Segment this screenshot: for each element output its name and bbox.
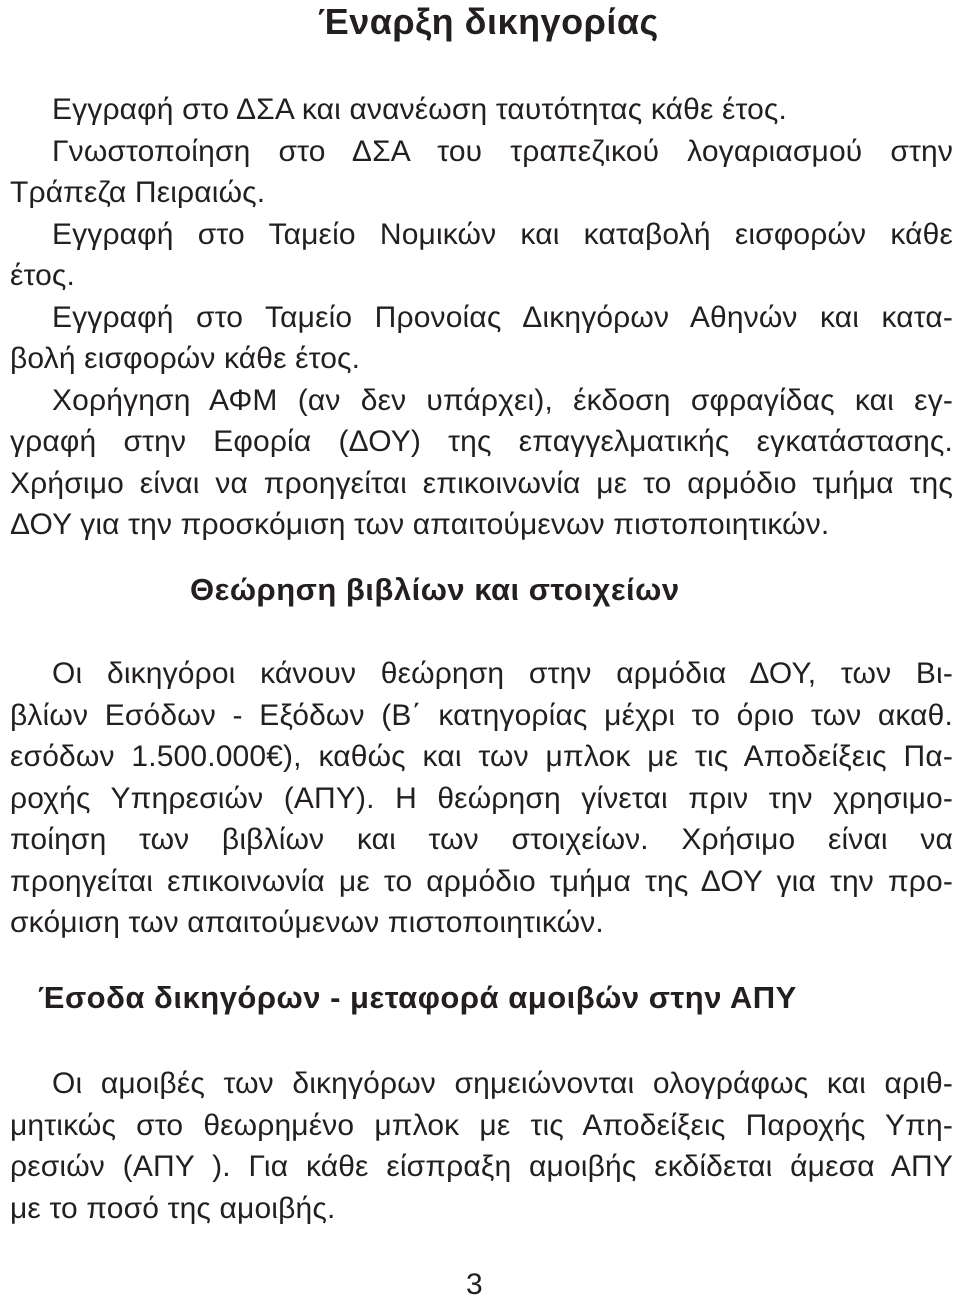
section-body-inspection [10, 653, 953, 944]
text-line: σκόμιση των απαιτούμενων πιστοποιητικών. [10, 906, 604, 939]
page-number: 3 [466, 1268, 483, 1301]
text-line: Εγγραφή στο ΔΣΑ και ανανέωση ταυτότητας κάθε έτος. [52, 93, 787, 126]
text-line: έτος. [10, 259, 76, 292]
section-body-income [10, 1063, 953, 1229]
text-line: Οι δικηγόροι κάνουν θεώρηση στην αρμόδια ΔΟΥ, των Βι- [52, 657, 953, 690]
text-line: Τράπεζα Πειραιώς. [10, 176, 266, 209]
text-line: Χρήσιμο είναι να προηγείται επικοινωνία με το αρμόδιο τμήμα της [10, 466, 953, 500]
text-line: γραφή στην Εφορία (ΔΟΥ) της επαγγελματικής εγκατάστασης. [10, 425, 953, 458]
section-body-start [10, 89, 953, 546]
text-line: ποίηση των βιβλίων και των στοιχείων. Χρήσιμο είναι να [10, 823, 953, 856]
text-line: Εγγραφή στο Ταμείο Νομικών και καταβολή εισφορών κάθε [52, 217, 953, 251]
section-title-income: Έσοδα δικηγόρων - μεταφορά αμοιβών στην ΑΠΥ [38, 980, 797, 1015]
text-line: εσόδων 1.500.000€), καθώς και των μπλοκ με τις Αποδείξεις Πα- [10, 740, 953, 773]
text-line: βλίων Εσόδων - Εξόδων (Β΄ κατηγορίας μέχρι το όριο των ακαθ. [10, 698, 953, 732]
text-line: Εγγραφή στο Ταμείο Προνοίας Δικηγόρων Αθηνών και κατα- [52, 300, 953, 334]
text-line: Οι αμοιβές των δικηγόρων σημειώνονται ολογράφως και αριθ- [52, 1067, 953, 1100]
section-title-start: Έναρξη δικηγορίας [318, 1, 659, 42]
text-line: προηγείται επικοινωνία με το αρμόδιο τμήμα της ΔΟΥ για την προ- [10, 864, 953, 898]
section-title-inspection: Θεώρηση βιβλίων και στοιχείων [190, 572, 680, 607]
text-line: Χορήγηση ΑΦΜ (αν δεν υπάρχει), έκδοση σφραγίδας και εγ- [52, 383, 953, 417]
text-line: ΔΟΥ για την προσκόμιση των απαιτούμενων πιστοποιητικών. [10, 508, 830, 541]
text-line: Γνωστοποίηση στο ΔΣΑ του τραπεζικού λογαριασμού στην [52, 134, 953, 168]
text-line: βολή εισφορών κάθε έτος. [10, 342, 361, 375]
text-line: μητικώς στο θεωρημένο μπλοκ με τις Αποδείξεις Παροχής Υπη- [10, 1108, 953, 1142]
text-line: ρεσιών (ΑΠΥ ). Για κάθε είσπραξη αμοιβής εκδίδεται άμεσα ΑΠΥ [10, 1150, 953, 1183]
text-line: με το ποσό της αμοιβής. [10, 1191, 336, 1225]
text-line: ροχής Υπηρεσιών (ΑΠΥ). Η θεώρηση γίνεται πριν την χρησιμο- [10, 781, 953, 815]
